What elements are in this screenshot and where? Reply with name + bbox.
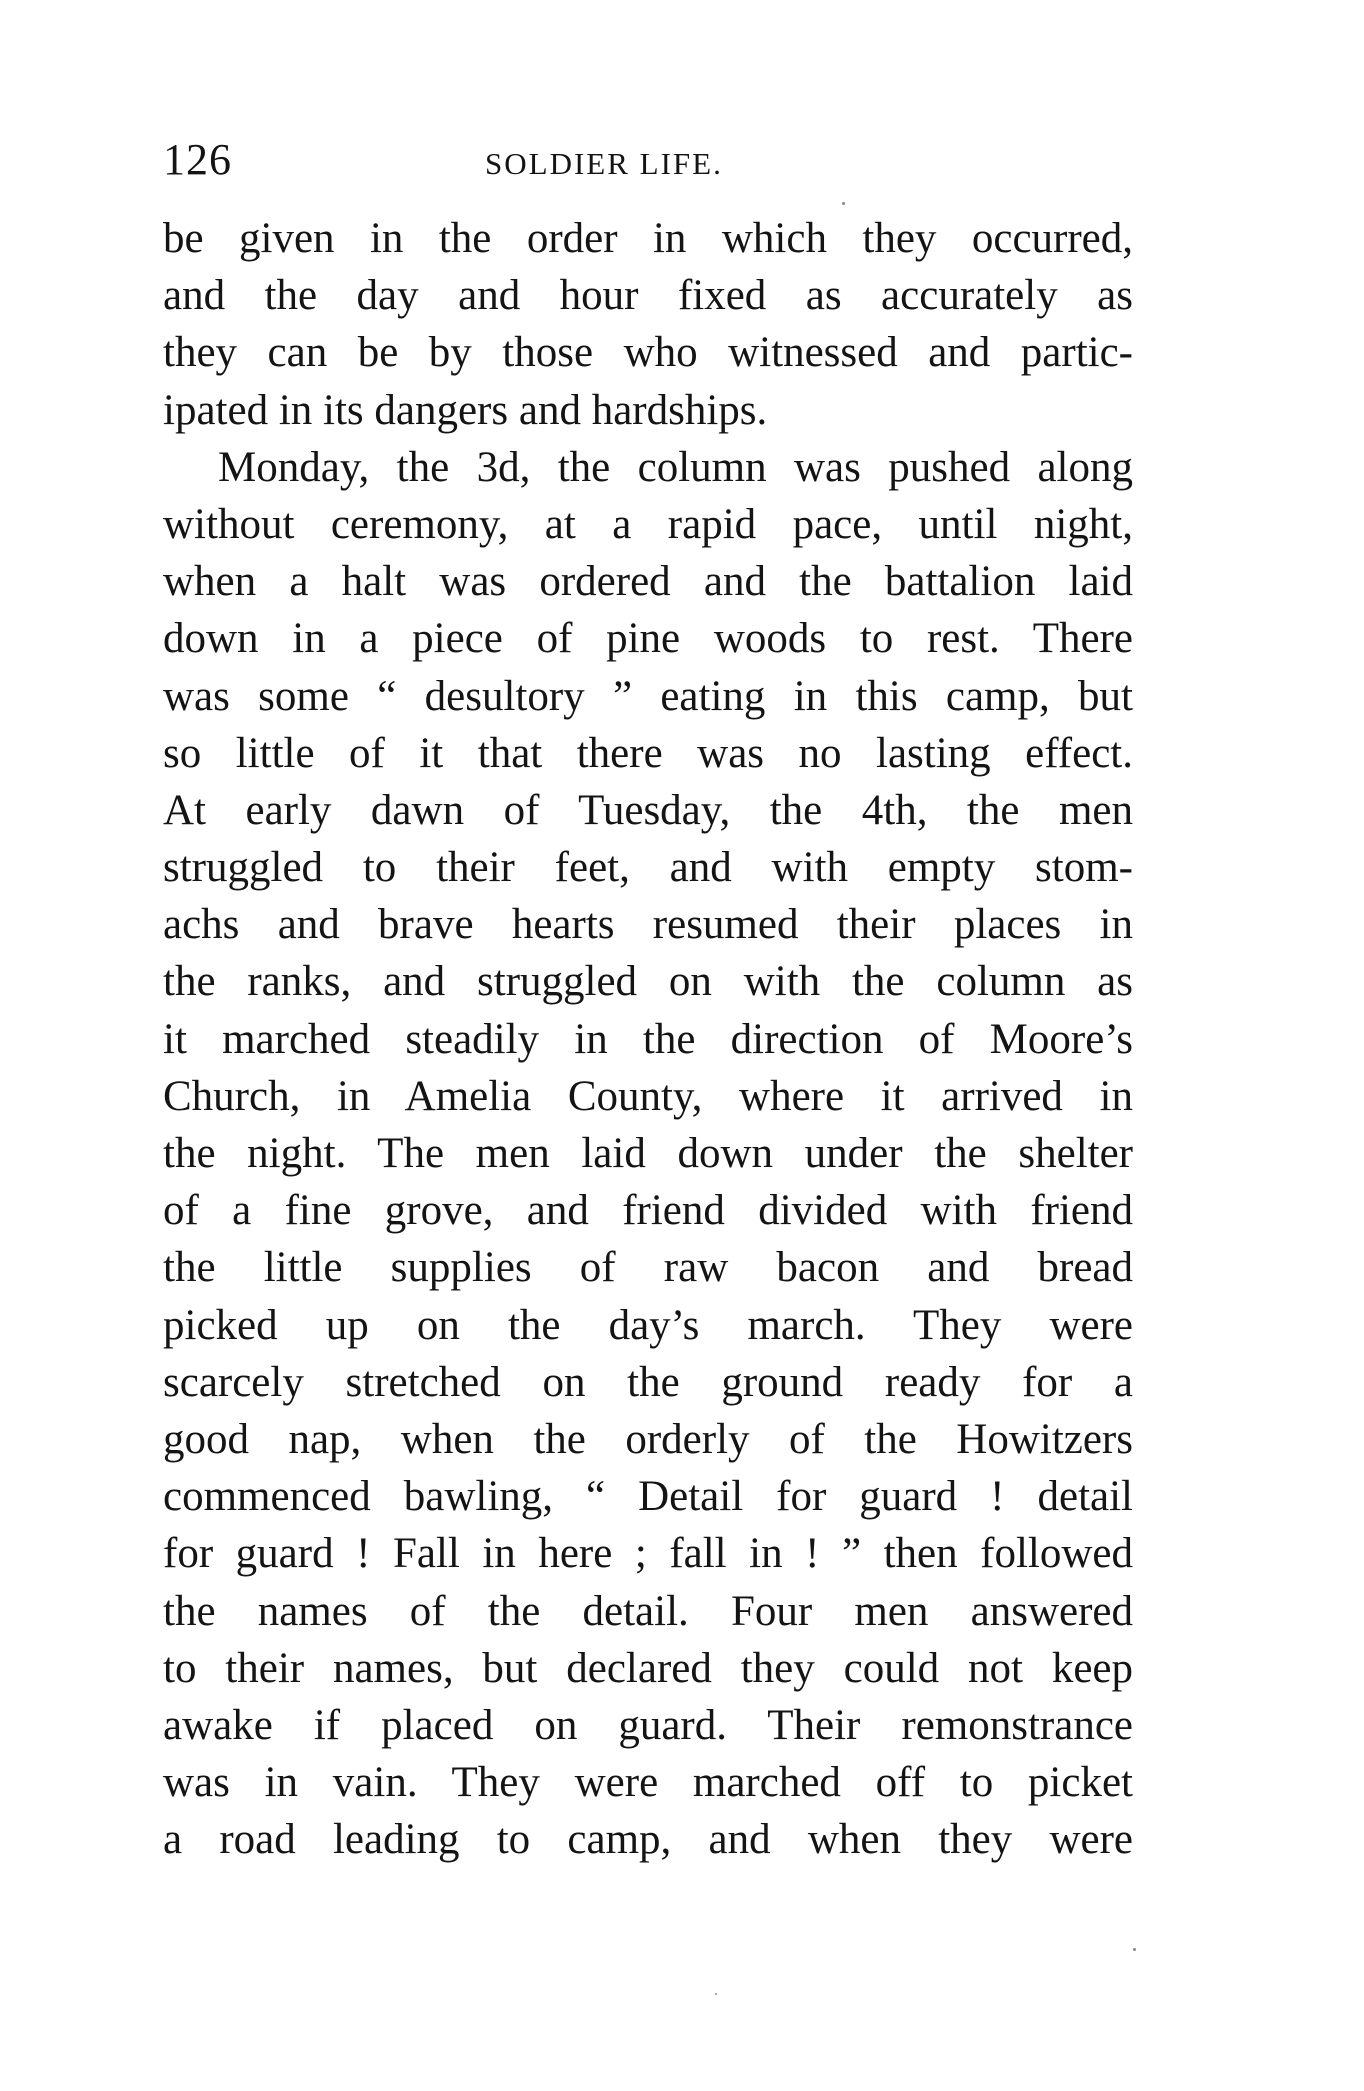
text-line: of a fine grove, and friend divided with friend xyxy=(163,1187,1133,1235)
text-line: it marched steadily in the direction of Moore’s xyxy=(163,1015,1133,1063)
text-line: they can be by those who witnessed and partic- xyxy=(163,329,1133,377)
text-line: scarcely stretched on the ground ready for a xyxy=(163,1358,1133,1406)
text-line: was some “ desultory ” eating in this camp, but xyxy=(163,672,1133,720)
text-line: be given in the order in which they occurred, xyxy=(163,215,1133,262)
text-line: for guard ! Fall in here ; fall in ! ” then followed xyxy=(163,1530,1133,1578)
running-head: SOLDIER LIFE. xyxy=(485,146,723,181)
text-line: commenced bawling, “ Detail for guard ! detail xyxy=(163,1473,1133,1521)
text-line: Church, in Amelia County, where it arrived in xyxy=(163,1072,1133,1120)
paragraph-start-line: Monday, the 3d, the column was pushed along xyxy=(218,443,1133,491)
text-line: At early dawn of Tuesday, the 4th, the men xyxy=(163,786,1133,834)
paper-speck xyxy=(1133,1948,1136,1951)
text-line: the night. The men laid down under the shelter xyxy=(163,1130,1133,1177)
text-line: was in vain. They were marched off to picket xyxy=(163,1759,1133,1807)
text-line: struggled to their feet, and with empty stom- xyxy=(163,844,1133,892)
page-number: 126 xyxy=(163,135,232,184)
text-line: picked up on the day’s march. They were xyxy=(163,1301,1133,1349)
text-line: the little supplies of raw bacon and bread xyxy=(163,1244,1133,1292)
text-line: without ceremony, at a rapid pace, until night, xyxy=(163,500,1133,548)
text-line: the names of the detail. Four men answered xyxy=(163,1587,1133,1635)
paper-speck xyxy=(842,202,845,205)
text-line: so little of it that there was no lasting effect. xyxy=(163,729,1133,777)
body-text xyxy=(163,210,1133,1868)
text-line: awake if placed on guard. Their remonstrance xyxy=(163,1701,1133,1749)
text-line: good nap, when the orderly of the Howitzers xyxy=(163,1415,1133,1463)
text-line: achs and brave hearts resumed their places in xyxy=(163,901,1133,949)
page-header xyxy=(163,130,1133,190)
text-line: and the day and hour fixed as accurately as xyxy=(163,272,1133,320)
text-line: ipated in its dangers and hardships. xyxy=(163,386,768,434)
text-line: a road leading to camp, and when they were xyxy=(163,1816,1133,1864)
paper-speck xyxy=(715,1993,717,1995)
text-line: down in a piece of pine woods to rest. There xyxy=(163,615,1133,663)
text-line: when a halt was ordered and the battalion laid xyxy=(163,558,1133,606)
text-line: the ranks, and struggled on with the column as xyxy=(163,958,1133,1006)
text-line: to their names, but declared they could not keep xyxy=(163,1644,1133,1692)
